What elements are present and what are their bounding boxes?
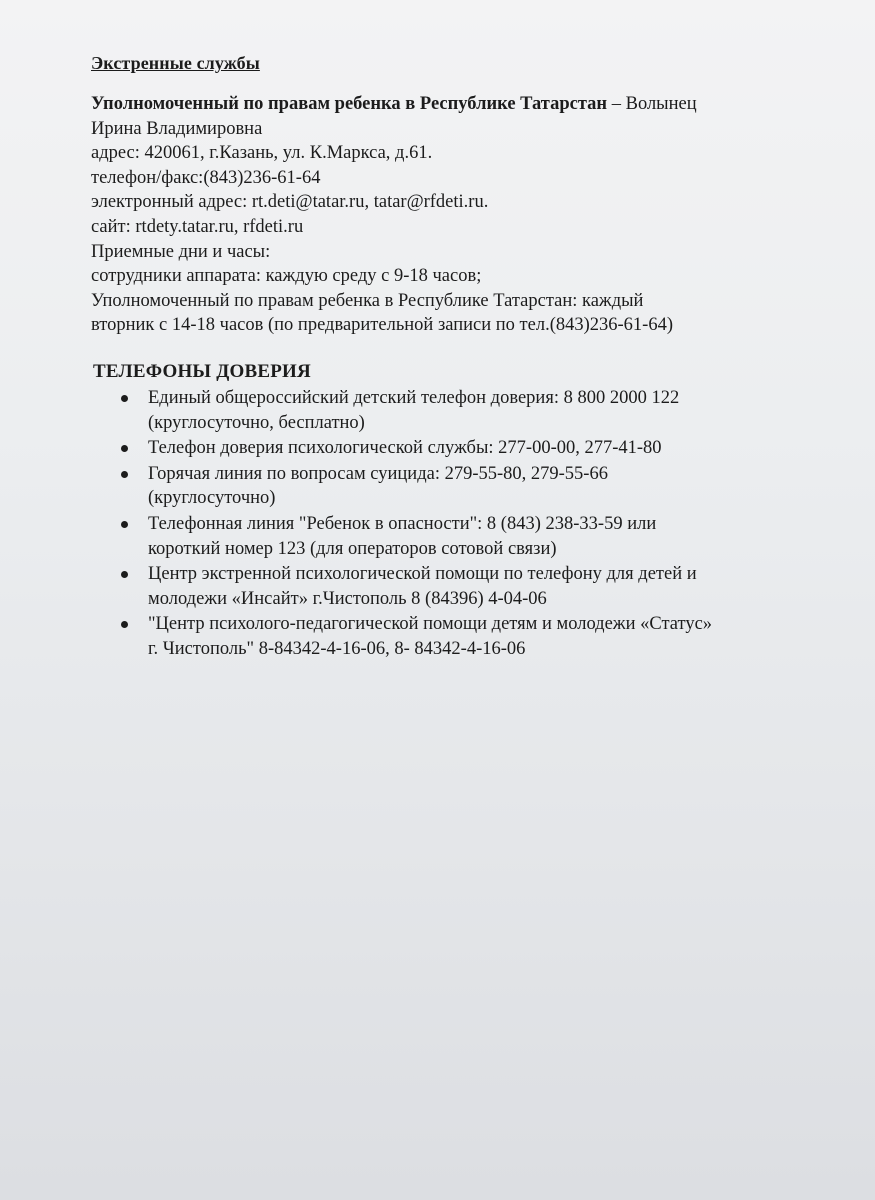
hotline-text: Единый общероссийский детский телефон доверия: 8 800 2000 122 — [148, 387, 680, 408]
bullet-icon — [121, 571, 128, 578]
hotlines-title: ТЕЛЕФОНЫ ДОВЕРИЯ — [93, 360, 311, 382]
ombudsman-title: Уполномоченный по правам ребенка в Республике Татарстан — [91, 94, 608, 114]
list-item — [91, 386, 831, 435]
hotlines-list — [91, 386, 831, 662]
bullet-icon — [121, 471, 128, 478]
list-item — [91, 436, 831, 461]
ombudsman-block — [91, 92, 831, 338]
bullet-icon — [121, 395, 128, 402]
hotline-text-cont: короткий номер 123 (для операторов сотовой связи) — [148, 538, 557, 559]
ombudsman-name-end: Ирина Владимировна — [91, 118, 263, 139]
section-title: Экстренные службы — [91, 53, 260, 73]
bullet-icon — [121, 445, 128, 452]
hotline-text-cont: (круглосуточно) — [148, 488, 276, 509]
list-item — [91, 512, 831, 561]
list-item — [91, 562, 831, 611]
hotline-text: Горячая линия по вопросам суицида: 279-55-80, 279-55-66 — [148, 463, 608, 484]
hotline-text: Центр экстренной психологической помощи по телефону для детей и — [148, 564, 697, 585]
ombudsman-name-start: – Волынец — [607, 94, 697, 114]
hotline-text: Телефон доверия психологической службы: 277-00-00, 277-41-80 — [148, 438, 662, 459]
ombudsman-email: электронный адрес: rt.deti@tatar.ru, tatar@rfdeti.ru. — [91, 192, 489, 213]
ombudsman-address: адрес: 420061, г.Казань, ул. К.Маркса, д.61. — [91, 143, 433, 164]
list-item — [91, 612, 831, 661]
bullet-icon — [121, 521, 128, 528]
hotline-text: "Центр психолого-педагогической помощи детям и молодежи «Статус» — [148, 614, 713, 635]
list-item — [91, 462, 831, 511]
hotline-text-cont: (круглосуточно, бесплатно) — [148, 412, 365, 433]
document-page — [91, 50, 831, 662]
bullet-icon — [121, 621, 128, 628]
reception-ombudsman-hours: Уполномоченный по правам ребенка в Республике Татарстан: каждый — [91, 290, 644, 311]
ombudsman-website: сайт: rtdety.tatar.ru, rfdeti.ru — [91, 216, 304, 237]
ombudsman-phone-fax: телефон/факс:(843)236-61-64 — [91, 167, 321, 188]
hotline-text-cont: молодежи «Инсайт» г.Чистополь 8 (84396) 4-04-06 — [148, 588, 547, 609]
reception-hours-heading: Приемные дни и часы: — [91, 241, 271, 262]
reception-ombudsman-hours-cont: вторник с 14-18 часов (по предварительной записи по тел.(843)236-61-64) — [91, 315, 673, 336]
ombudsman-title-row — [91, 92, 831, 117]
reception-staff-hours: сотрудники аппарата: каждую среду с 9-18 часов; — [91, 266, 482, 287]
hotline-text: Телефонная линия "Ребенок в опасности": 8 (843) 238-33-59 или — [148, 513, 657, 534]
hotline-text-cont: г. Чистополь" 8-84342-4-16-06, 8- 84342-4-16-06 — [148, 638, 526, 659]
